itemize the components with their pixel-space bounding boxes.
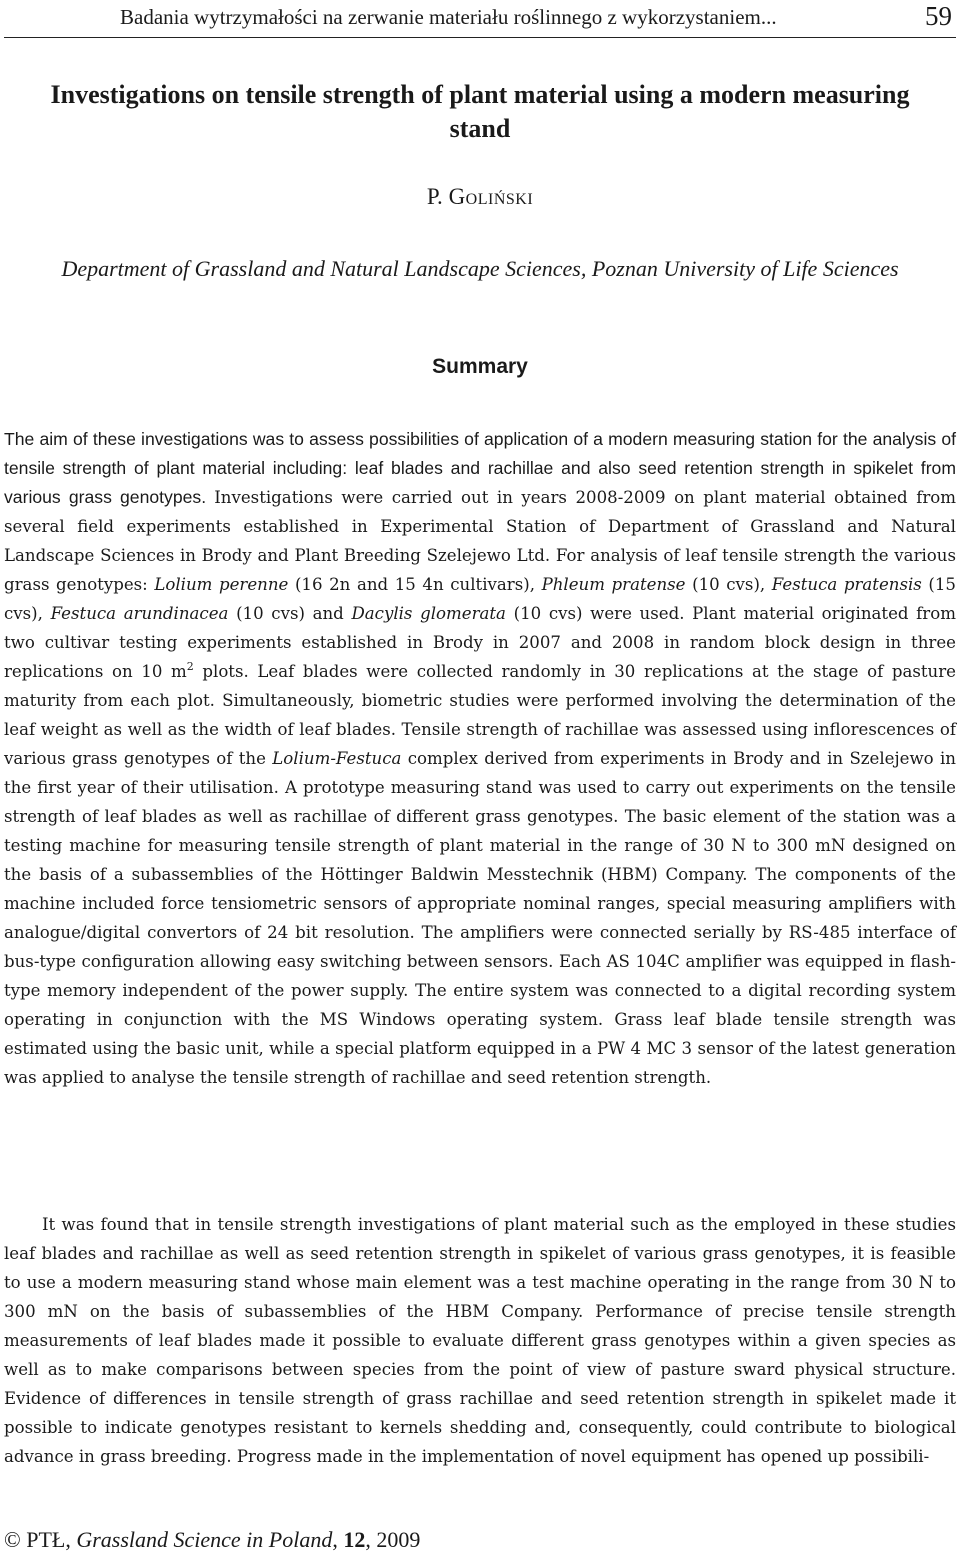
author	[0, 183, 960, 211]
summary-heading: Summary	[432, 355, 528, 378]
summary-paragraph-1: The aim of these investigations was to assess possibilities of application of a modern measuring station for the analysis of tensile strength of plant material including: leaf blades and rachillae and also seed retention strength in spikelet from various grass genotypes. Investigations were carried out in years 2008-2009 on plant material obtained from several field experiments established in Experimental Station of Department of Grassland and Natural Landscape Sciences in Brody and Plant Breeding Szelejewo Ltd. For analysis of leaf tensile strength the various grass genotypes: Lolium perenne (16 2n and 15 4n cultivars), Phleum pratense (10 cvs), Festuca pratensis (15 cvs), Festuca arundinacea (10 cvs) and Dacylis glomerata (10 cvs) were used. Plant material originated from two cultivar testing experiments established in Brody in 2007 and 2008 in random block design in three replications on 10 $m^2$ plots. Leaf blades were collected randomly in 30 replications at the stage of pasture maturity from each plot. Simultaneously, biometric studies were performed involving the determination of the leaf weight as well as the width of leaf blades. Tensile strength of rachillae was assessed using inflorescences of various grass genotypes of the Lolium-Festuca complex derived from experiments in Brody and in Szelejewo in the first year of their utilisation. A prototype measuring stand was used to carry out experiments on the tensile strength of leaf blades as well as rachillae of different grass genotypes. The basic element of the station was a testing machine for measuring tensile strength of plant material in the range of 30 N to 300 mN designed on the basis of a subassemblies of the Höttinger Baldwin Messtechnik (HBM) Company. The components of the machine included force tensiometric sensors of appropriate nominal ranges, special measuring amplifiers with analogue/digital convertors of 24 bit resolution. The amplifiers were connected serially by RS-485 interface of bus-type configuration allowing easy switching between sensors. Each AS 104C amplifier was equipped in flash-type memory independent of the power supply. The entire system was connected to a digital recording system operating in conjunction with the MS Windows operating system. Grass leaf blade tensile strength was estimated using the basic unit, while a special platform equipped in a PW 4 MC 3 sensor of the latest generation was applied to analyse the tensile strength of rachillae and seed retention strength.	[4, 429, 956, 1087]
journal-year: , 2009	[365, 1527, 421, 1552]
species-name: Festuca pratensis	[771, 575, 922, 594]
journal-footer: © PTŁ, Grassland Science in Poland, 12, 2009	[4, 1527, 421, 1552]
journal-name: Grassland Science in Poland	[76, 1527, 333, 1552]
summary-aim-sentence: The aim of these investigations was to assess possibilities of application of a modern measuring station for the analysis of tensile strength of plant material including: leaf blades and rachillae and also seed retention strength in spikelet from various grass genotypes.	[4, 429, 956, 507]
species-name: Festuca arundinacea	[50, 604, 229, 623]
journal-volume: 12	[343, 1527, 366, 1552]
summary-paragraph-2: It was found that in tensile strength investigations of plant material such as the employed in these studies leaf blades and rachillae as well as seed retention strength in spikelet of various grass genotypes, it is feasible to use a modern measuring stand whose main element was a test machine operating in the range from 30 N to 300 mN on the basis of subassemblies of the HBM Company. Performance of precise tensile strength measurements of leaf blades made it possible to evaluate different grass genotypes within a given species as well as to make comparisons between species from the point of view of pasture sward physical structure. Evidence of differences in tensile strength of grass rachillae and seed retention strength in spikelet made it possible to indicate genotypes resistant to kernels shedding and, consequently, could contribute to biological advance in grass breeding. Progress made in the implementation of novel equipment has opened up possibili-	[4, 1215, 956, 1466]
page-number: 59	[925, 1, 952, 31]
running-header	[4, 0, 956, 38]
superscript: 2	[186, 660, 194, 673]
running-header-title: Badania wytrzymałości na zerwanie materiału roślinnego z wykorzystaniem...	[120, 5, 777, 29]
species-name: Phleum pratense	[541, 575, 686, 594]
paper-title: Investigations on tensile strength of plant material using a modern measuring stand	[50, 80, 910, 143]
species-complex-name: Lolium-Festuca	[272, 749, 402, 768]
affiliation: Department of Grassland and Natural Landscape Sciences, Poznan University of Life Sciences	[61, 256, 899, 281]
author-surname: Goliński	[448, 184, 534, 209]
author-initial: P.	[426, 184, 449, 209]
species-name: Lolium perenne	[154, 575, 289, 594]
species-name: Dacylis glomerata	[351, 604, 506, 623]
